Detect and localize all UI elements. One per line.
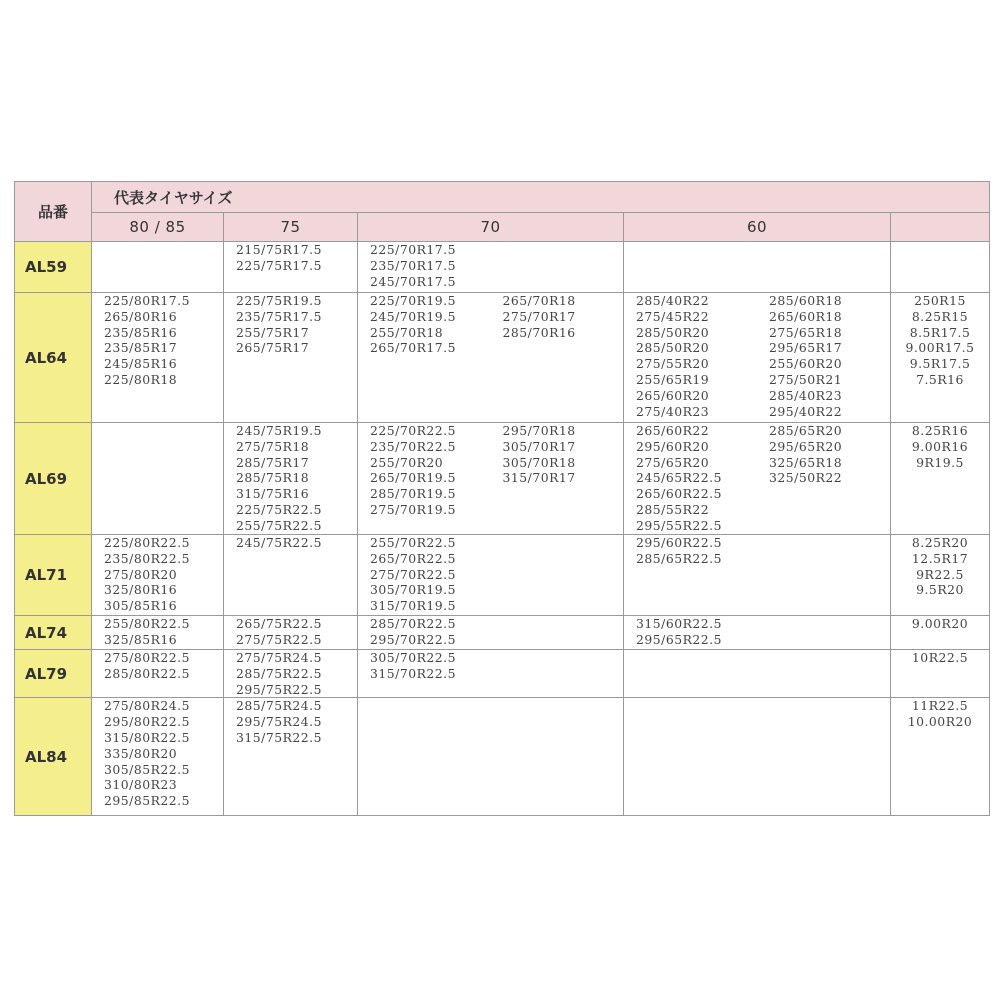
tire-size: 255/80R22.5 (104, 616, 191, 631)
tire-size: 305/85R16 (104, 598, 178, 614)
tire-size: 275/75R18 (236, 438, 310, 454)
tire-size: 285/75R18 (236, 470, 310, 486)
tire-size: 315/70R19.5 (370, 598, 457, 614)
cell-70 (358, 616, 624, 650)
cell-75 (224, 698, 358, 816)
tire-size: 225/70R22.5 (370, 423, 457, 438)
tire-size: 255/75R22.5 (236, 517, 323, 533)
tire-size: 255/70R18 (370, 324, 444, 340)
tire-size: 275/50R21 (769, 371, 843, 387)
tire-size: 325/50R22 (769, 470, 843, 486)
tire-size: 225/75R17.5 (236, 257, 323, 273)
tire-size: 305/85R22.5 (104, 761, 191, 777)
tire-size: 235/70R22.5 (370, 438, 457, 454)
tire-size: 10.00R20 (907, 714, 973, 730)
table-row (15, 293, 990, 423)
cell-80-85 (92, 293, 224, 423)
tire-size: 285/65R20 (769, 423, 843, 438)
cell-75 (224, 242, 358, 293)
tire-size: 305/70R17 (502, 438, 576, 454)
tire-size: 245/70R19.5 (370, 308, 457, 324)
tire-size: 9.00R20 (911, 616, 969, 631)
cell-60 (624, 616, 891, 650)
tire-size: 285/70R22.5 (370, 616, 457, 631)
tire-size: 225/80R18 (104, 371, 178, 387)
model-code: AL84 (15, 698, 92, 816)
tire-size: 9.5R20 (916, 582, 964, 598)
tire-size: 315/80R22.5 (104, 729, 191, 745)
tire-size: 295/60R20 (636, 438, 710, 454)
tire-size: 315/60R22.5 (636, 616, 723, 631)
tire-size: 285/75R17 (236, 454, 310, 470)
cell-60 (624, 242, 891, 293)
tire-size: 285/50R20 (636, 324, 710, 340)
tire-size: 245/65R22.5 (636, 470, 723, 486)
cell-75 (224, 616, 358, 650)
tire-size: 295/60R22.5 (636, 535, 723, 550)
cell-60 (624, 650, 891, 698)
cell-70 (358, 650, 624, 698)
tire-size: 255/70R22.5 (370, 535, 457, 550)
cell-70 (358, 242, 624, 293)
cell-other (891, 242, 990, 293)
tire-size: 245/70R17.5 (370, 273, 457, 289)
tire-size: 295/40R22 (769, 403, 843, 419)
tire-size: 9R19.5 (916, 454, 964, 470)
tire-size: 295/70R18 (502, 423, 576, 438)
tire-size: 12.5R17 (911, 550, 969, 566)
table-row (15, 616, 990, 650)
tire-size: 225/80R17.5 (104, 293, 191, 308)
tire-size: 265/75R17 (236, 340, 310, 356)
model-code: AL79 (15, 650, 92, 698)
tire-size: 275/55R20 (636, 356, 710, 372)
table-row (15, 650, 990, 698)
tire-size: 275/70R19.5 (370, 501, 457, 517)
cell-70 (358, 423, 624, 535)
tire-size: 285/65R22.5 (636, 550, 723, 566)
tire-size: 275/70R22.5 (370, 566, 457, 582)
tire-size: 225/70R19.5 (370, 293, 457, 308)
tire-size: 315/70R22.5 (370, 665, 457, 681)
cell-80-85 (92, 698, 224, 816)
cell-70 (358, 535, 624, 616)
tire-size: 215/75R17.5 (236, 242, 323, 257)
tire-size: 325/80R16 (104, 582, 178, 598)
tire-size: 245/75R22.5 (236, 535, 323, 550)
cell-other (891, 616, 990, 650)
tire-size: 225/75R22.5 (236, 501, 323, 517)
tire-size: 325/85R16 (104, 631, 178, 647)
column-header-other (891, 213, 990, 242)
tire-size: 245/85R16 (104, 356, 178, 372)
tire-size: 275/75R22.5 (236, 631, 323, 647)
table-row (15, 423, 990, 535)
tire-size: 265/60R22.5 (636, 486, 723, 502)
tire-size: 265/70R17.5 (370, 340, 457, 356)
cell-80-85 (92, 650, 224, 698)
tire-size: 285/70R16 (502, 324, 576, 340)
tire-size: 275/65R20 (636, 454, 710, 470)
cell-70 (358, 698, 624, 816)
model-code: AL64 (15, 293, 92, 423)
cell-60 (624, 423, 891, 535)
cell-80-85 (92, 616, 224, 650)
tire-size: 295/65R22.5 (636, 631, 723, 647)
tire-size: 8.5R17.5 (909, 324, 971, 340)
table-row (15, 698, 990, 816)
tire-size: 285/80R22.5 (104, 665, 191, 681)
tire-size: 265/75R22.5 (236, 616, 323, 631)
tire-size: 225/70R17.5 (370, 242, 457, 257)
tire-size: 235/75R17.5 (236, 308, 323, 324)
header-row-1 (15, 182, 990, 213)
tire-size-table (14, 181, 990, 816)
tire-size: 275/80R22.5 (104, 650, 191, 665)
table-body (15, 242, 990, 816)
tire-size: 255/65R19 (636, 371, 710, 387)
model-column-header: 品番 (15, 182, 92, 242)
tire-size: 7.5R16 (916, 371, 964, 387)
table-row (15, 242, 990, 293)
tire-size: 295/70R22.5 (370, 631, 457, 647)
tire-size: 8.25R16 (911, 423, 969, 438)
cell-other (891, 423, 990, 535)
tire-size: 9R22.5 (916, 566, 964, 582)
tire-size: 285/60R18 (769, 293, 843, 308)
cell-75 (224, 423, 358, 535)
tire-size: 265/60R22 (636, 423, 710, 438)
tire-size: 295/75R22.5 (236, 681, 323, 697)
cell-80-85 (92, 242, 224, 293)
tire-size: 9.00R16 (911, 438, 969, 454)
cell-other (891, 650, 990, 698)
cell-60 (624, 535, 891, 616)
cell-60 (624, 293, 891, 423)
cell-80-85 (92, 535, 224, 616)
cell-other (891, 293, 990, 423)
tire-size: 10R22.5 (911, 650, 969, 665)
tire-size: 265/60R18 (769, 308, 843, 324)
tire-size: 265/70R22.5 (370, 550, 457, 566)
cell-75 (224, 650, 358, 698)
tire-size: 275/70R17 (502, 308, 576, 324)
model-code: AL69 (15, 423, 92, 535)
tire-size: 275/40R23 (636, 403, 710, 419)
header-row-2 (15, 213, 990, 242)
tire-size: 305/70R19.5 (370, 582, 457, 598)
model-code: AL71 (15, 535, 92, 616)
table-row (15, 535, 990, 616)
tire-size: 8.25R20 (911, 535, 969, 550)
tire-size: 8.25R15 (911, 308, 969, 324)
tire-size: 235/85R17 (104, 340, 178, 356)
tire-size: 315/75R16 (236, 486, 310, 502)
tire-size: 315/70R17 (502, 470, 576, 486)
cell-70 (358, 293, 624, 423)
column-header-70: 70 (358, 213, 624, 242)
tire-size: 285/50R20 (636, 340, 710, 356)
tire-size: 285/75R22.5 (236, 665, 323, 681)
tire-size: 255/60R20 (769, 356, 843, 372)
tire-size: 275/80R24.5 (104, 698, 191, 714)
tire-size: 255/75R17 (236, 324, 310, 340)
tire-size: 225/80R22.5 (104, 535, 191, 550)
tire-size: 315/75R22.5 (236, 729, 323, 745)
tire-size: 225/75R19.5 (236, 293, 323, 308)
cell-other (891, 698, 990, 816)
column-header-60: 60 (624, 213, 891, 242)
tire-size: 295/65R20 (769, 438, 843, 454)
tire-size: 285/70R19.5 (370, 486, 457, 502)
tire-size: 11R22.5 (911, 698, 969, 714)
tire-size: 235/80R22.5 (104, 550, 191, 566)
tire-size: 250R15 (914, 293, 966, 308)
tire-size: 285/55R22 (636, 501, 710, 517)
tire-size: 265/70R19.5 (370, 470, 457, 486)
cell-75 (224, 535, 358, 616)
representative-size-header: 代表タイヤサイズ (92, 182, 990, 213)
tire-size: 275/80R20 (104, 566, 178, 582)
cell-75 (224, 293, 358, 423)
tire-size: 295/85R22.5 (104, 793, 191, 809)
tire-size: 235/85R16 (104, 324, 178, 340)
tire-size: 275/75R24.5 (236, 650, 323, 665)
tire-size: 285/40R22 (636, 293, 710, 308)
tire-size: 255/70R20 (370, 454, 444, 470)
column-header-75: 75 (224, 213, 358, 242)
tire-size: 295/55R22.5 (636, 517, 723, 533)
tire-size: 275/45R22 (636, 308, 710, 324)
tire-size: 325/65R18 (769, 454, 843, 470)
tire-size: 265/80R16 (104, 308, 178, 324)
tire-size: 295/75R24.5 (236, 714, 323, 730)
cell-80-85 (92, 423, 224, 535)
tire-size: 275/65R18 (769, 324, 843, 340)
tire-size: 295/80R22.5 (104, 714, 191, 730)
tire-size: 305/70R22.5 (370, 650, 457, 665)
tire-size: 285/75R24.5 (236, 698, 323, 714)
tire-size: 9.00R17.5 (905, 340, 975, 356)
cell-other (891, 535, 990, 616)
tire-size: 235/70R17.5 (370, 257, 457, 273)
tire-size: 335/80R20 (104, 745, 178, 761)
tire-size: 265/60R20 (636, 387, 710, 403)
tire-size: 285/40R23 (769, 387, 843, 403)
tire-size: 305/70R18 (502, 454, 576, 470)
model-code: AL59 (15, 242, 92, 293)
model-code: AL74 (15, 616, 92, 650)
tire-size: 310/80R23 (104, 777, 178, 793)
column-header-80-85: 80 / 85 (92, 213, 224, 242)
tire-size: 265/70R18 (502, 293, 576, 308)
tire-size: 295/65R17 (769, 340, 843, 356)
cell-60 (624, 698, 891, 816)
tire-size: 9.5R17.5 (909, 356, 971, 372)
tire-size: 245/75R19.5 (236, 423, 323, 438)
